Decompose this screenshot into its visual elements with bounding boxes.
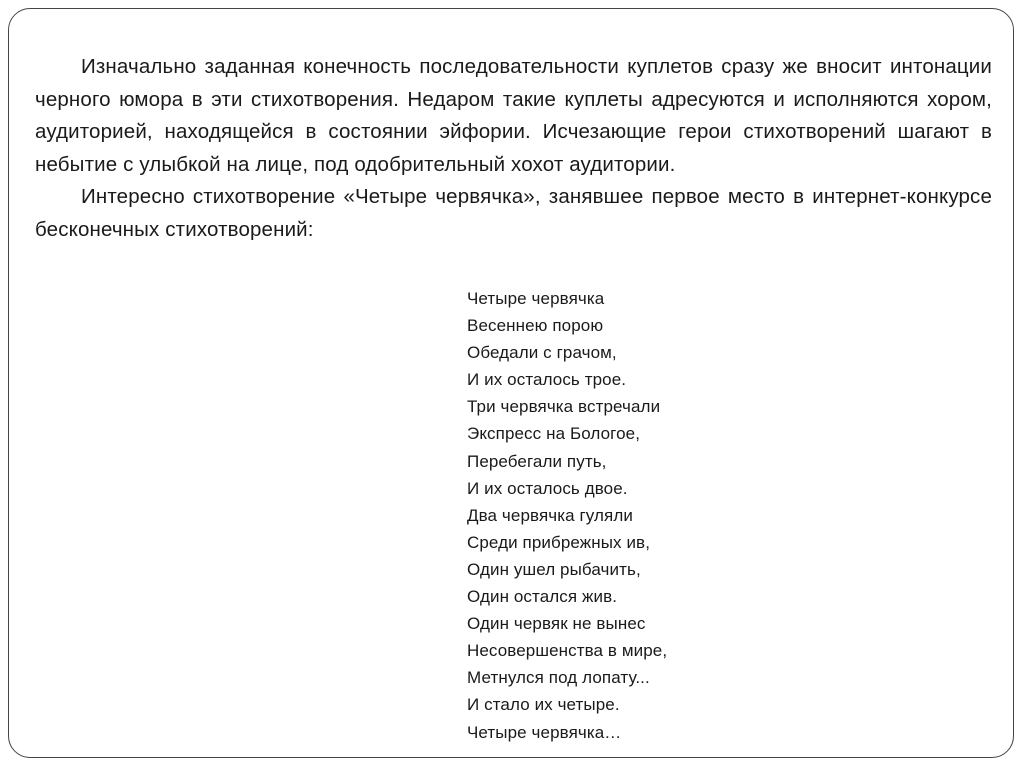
paragraph-intro: Изначально заданная конечность последовательности куплетов сразу же вносит интонации черного юмора в эти стихотворения. Недаром такие куплеты адресуются и исполняются хором, аудиторией, находящейся в состоянии эйфории. Исчезающие герои стихотворений шагают в небытие с улыбкой на лице, под одобрительный хохот аудитории.	[35, 55, 992, 176]
poem	[467, 285, 667, 746]
poem-line: Один червяк не вынес	[467, 614, 646, 634]
poem-line: Один ушел рыбачить,	[467, 559, 641, 579]
poem-line: Среди прибрежных ив,	[467, 532, 651, 552]
slide-frame	[8, 8, 1014, 758]
poem-line: Один остался жив.	[467, 587, 618, 607]
paragraph-poem-intro: Интересно стихотворение «Четыре червячка», занявшее первое место в интернет-конкурсе бесконечных стихотворений:	[35, 185, 992, 241]
poem-line: Экспресс на Бологое,	[467, 424, 641, 444]
poem-line: Два червячка гуляли	[467, 505, 633, 525]
poem-line: Три червячка встречали	[467, 397, 661, 417]
poem-line: Метнулся под лопату...	[467, 668, 650, 688]
poem-line: Весеннею порою	[467, 316, 604, 336]
poem-line: Четыре червячка	[467, 289, 605, 308]
poem-line: Обедали с грачом,	[467, 343, 617, 363]
poem-line: Четыре червячка…	[467, 722, 622, 742]
poem-line: Перебегали путь,	[467, 451, 607, 471]
text-body	[35, 51, 992, 247]
poem-line: И их осталось трое.	[467, 370, 627, 390]
poem-line: И стало их четыре.	[467, 695, 620, 715]
poem-line: И их осталось двое.	[467, 478, 628, 498]
poem-line: Несовершенства в мире,	[467, 641, 668, 661]
